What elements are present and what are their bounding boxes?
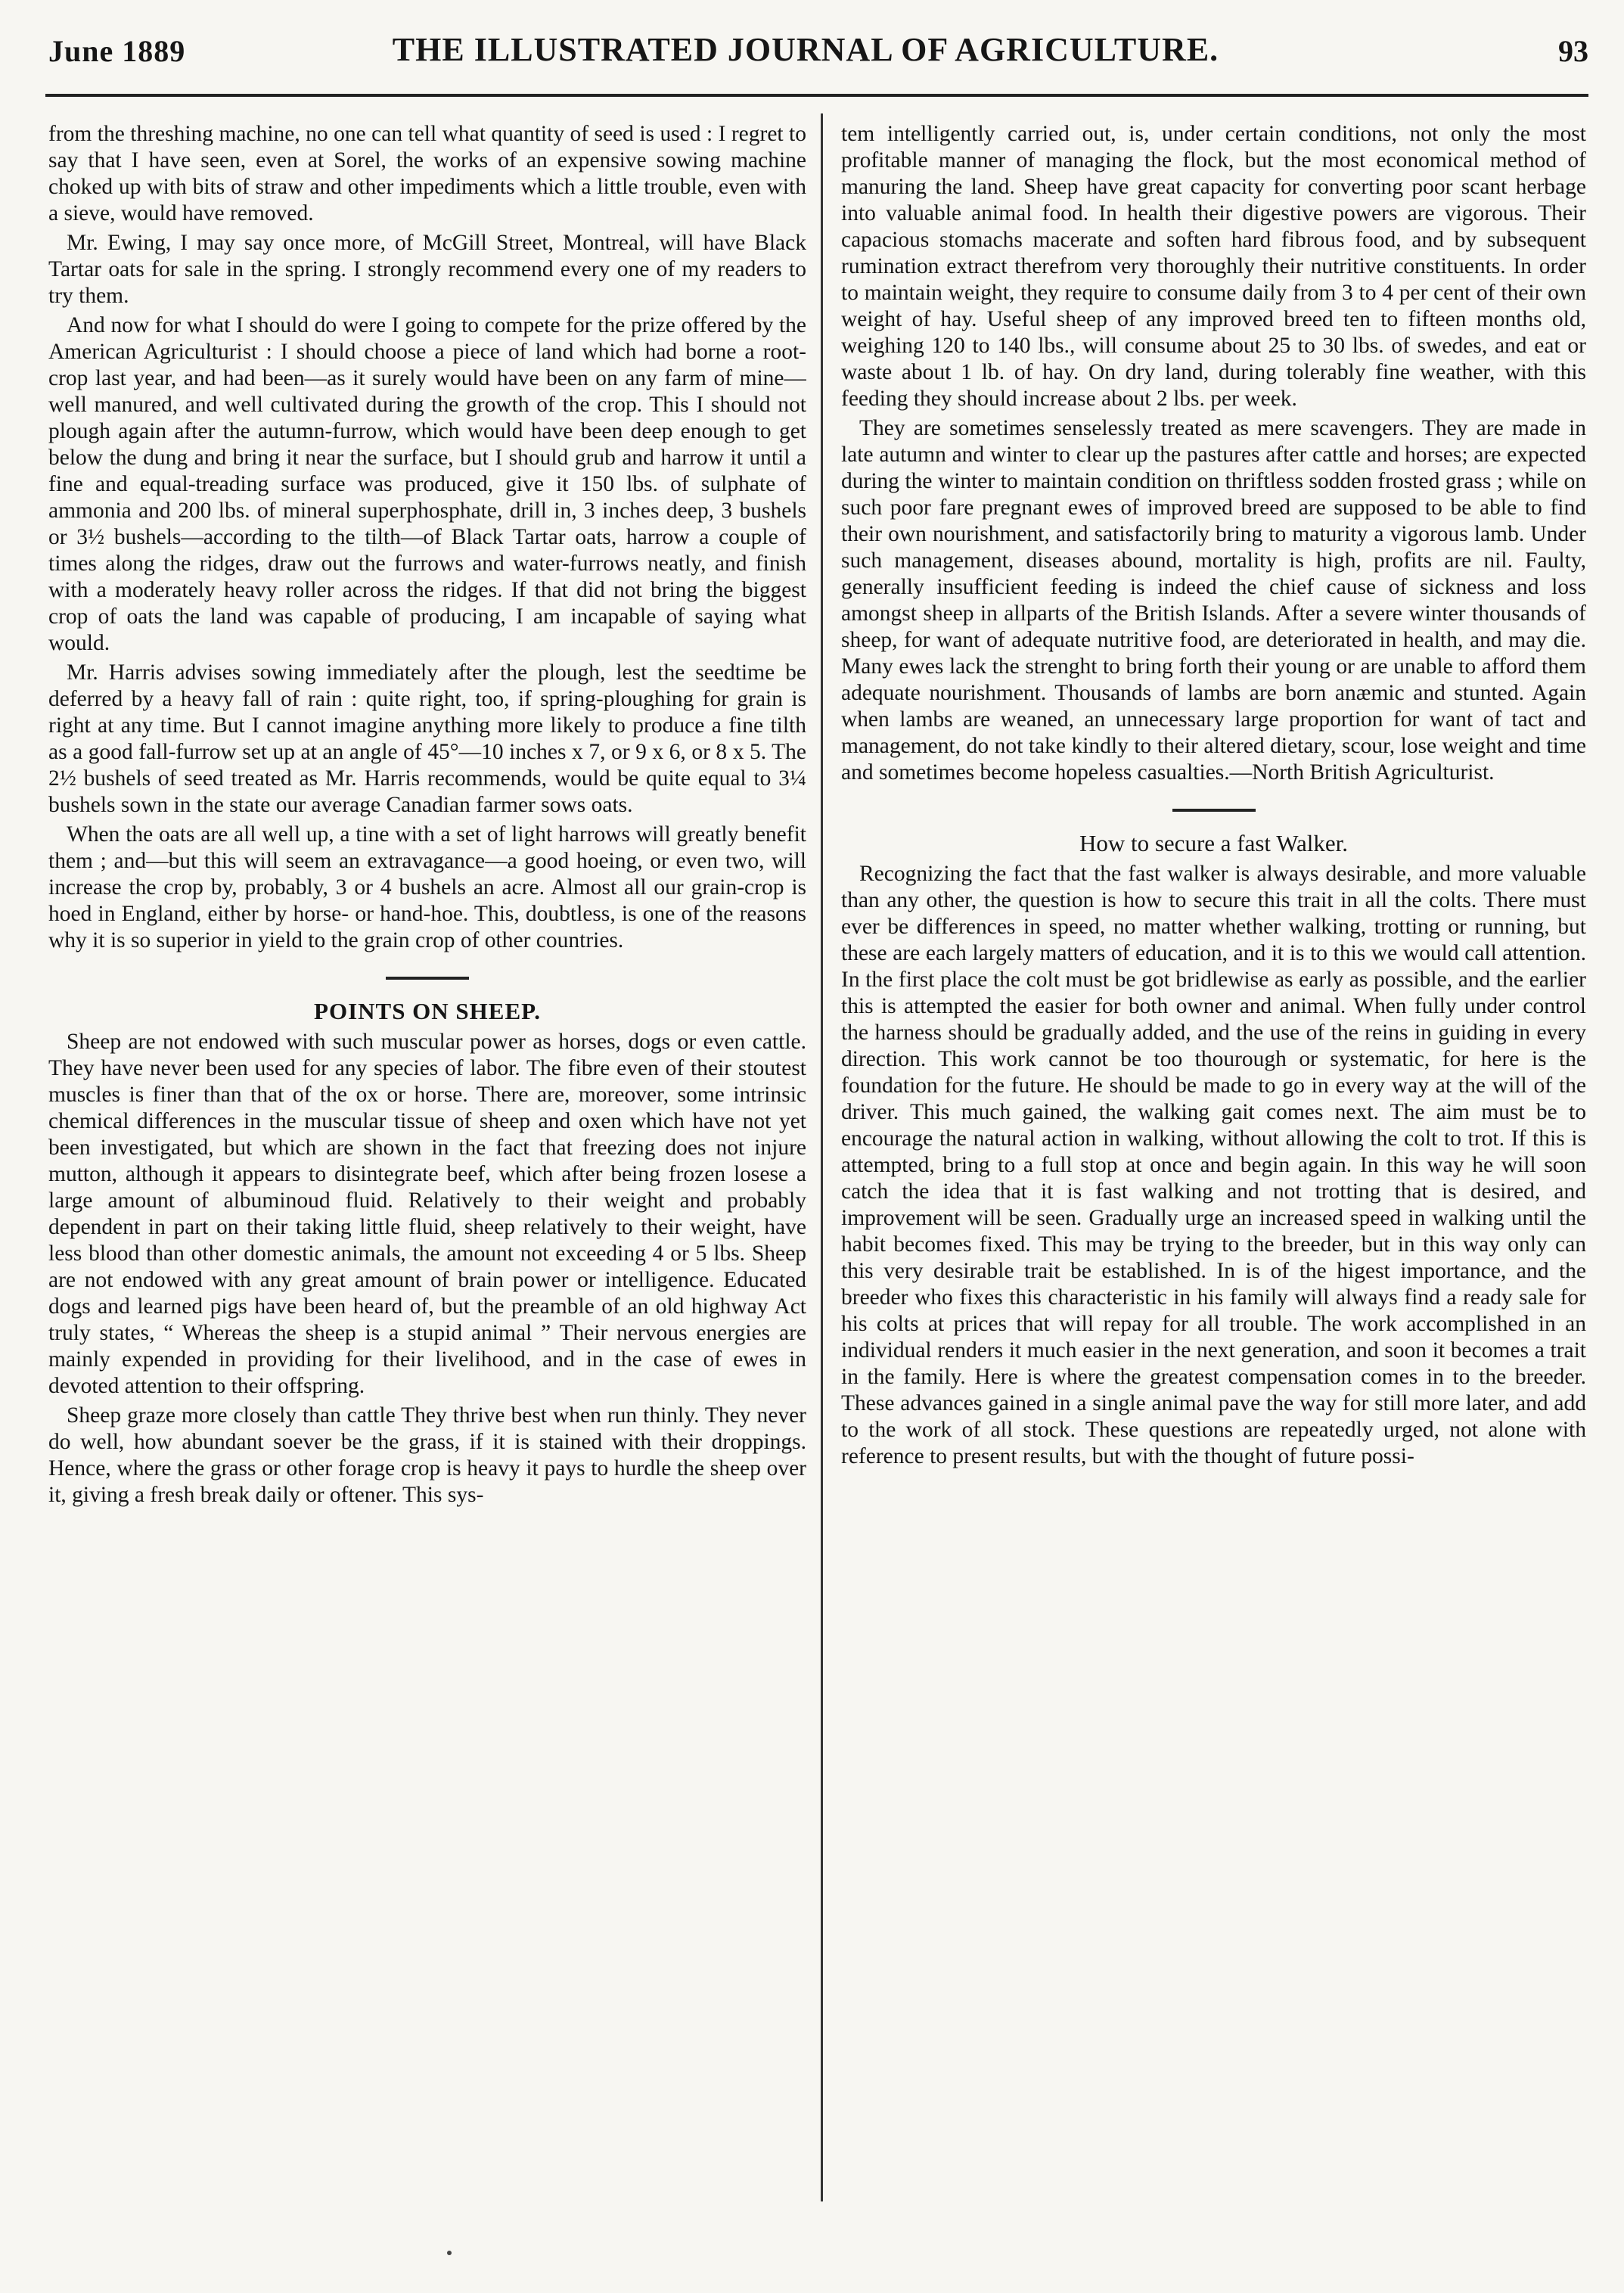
left-column [48,121,806,2194]
section-title-fast-walker: How to secure a fast Walker. [1079,830,1349,856]
paragraph: tem intelligently carried out, is, under certain conditions, not only the most profitable manner of managing the flock, but the most economical method of manuring the land. Sheep have great capacity for converting poor scant herbage into valuable animal food. In health their digestive powers are vigorous. Their capacious stomachs macerate and soften hard fibrous food, and by subsequent rumination extract therefrom very thoroughly their nutritive constituents. In order to maintain weight, they require to consume daily from 3 to 4 per cent of their own weight of hay. Useful sheep of any improved breed ten to fifteen months old, weighing 120 to 140 lbs., will consume about 25 to 30 lbs. of swedes, and eat or waste about 1 lb. of hay. On dry land, during tolerably fine weather, with this feeding they should increase about 2 lbs. per week. [841,122,1586,411]
page-header [23,26,1588,71]
header-rule [45,94,1588,97]
paragraph: Recognizing the fact that the fast walker is always desirable, and more valuable than any other, the question is how to secure this trait in all the colts. There must ever be differences in speed, no matter whether walking, trotting or running, but these are each largely matters of education, and it is to this we would call attention. In the first place the colt must be got bridlewise as early as possible, and the earlier this is attempted the easier for both owner and animal. When fully under control the harness should be gradually added, and the use of the reins in guiding in every direction. This work cannot be too thourough or systematic, for here is the foundation for the future. He should be made to go in every way at the will of the driver. This much gained, the walking gait comes next. The aim must be to encourage the natural action in walking, without allowing the colt to trot. If this is attempted, bring to a full stop at once and begin again. In this way he will soon catch the idea that it is fast walking and not trotting that is desired, and improvement will be seen. Gradually urge an increased speed in walking until the habit becomes fixed. This may be trying to the breeder, but in this way only can this very desirable trait be established. In is of the higest importance, and the breeder who fixes this characteristic in his family will always find a ready sale for his colts at prices that will repay for all trouble. The work accomplished in an individual renders it much easier in the next generation, and soon it becomes a trait in the family. Here is where the greatest compensation comes in to the breeder. These advances gained in a single animal pave the way for still more later, and add to the work of all stock. These questions are repeatedly urged, not alone with reference to present results, but with the thought of future possi- [841,862,1586,1468]
paragraph: Mr. Harris advises sowing immediately after the plough, lest the seedtime be deferred by a heavy fall of rain : quite right, too, if spring-ploughing for grain is right at any time. But I cannot imagine anything more likely to produce a fine tilth as a good fall-furrow set up at an angle of 45°—10 inches x 7, or 9 x 6, or 8 x 5. The 2½ bushels of seed treated as Mr. Harris recommends, would be quite equal to 3¼ bushels sown in the state our average Canadian farmer sows oats. [48,660,806,817]
paragraph: And now for what I should do were I going to compete for the prize offered by the American Agriculturist : I should choose a piece of land which had borne a root-crop last year, and had been—as it surely would have been on any farm of mine—well manured, and well cultivated during the growth of the crop. This I should not plough again after the autumn-furrow, which would have been deep enough to get below the dung and bring it near the surface, but I should grub and harrow it until a fine and equal-treading surface was produced, give it 150 lbs. of sulphate of ammonia and 200 lbs. of mineral superphosphate, drill in, 3 inches deep, 3 bushels or 3½ bushels—according to the tilth—of Black Tartar oats, harrow a couple of times along the ridges, draw out the furrows and water-furrows neatly, and finish with a moderately heavy roller across the ridges. If that did not bring the biggest crop of oats the land was capable of producing, I am incapable of saying what would. [48,313,806,655]
paragraph: from the threshing machine, no one can tell what quantity of seed is used : I regret to say that I have seen, even at Sorel, the works of an expensive sowing machine choked up with bits of straw and other impediments which a little trouble, even with a sieve, would have removed. [48,122,806,225]
section-divider [1172,809,1256,812]
paragraph: Sheep graze more closely than cattle They thrive best when run thinly. They never do well, how abundant soever be the grass, if it is stained with their droppings. Hence, where the grass or other forage crop is heavy it pays to hurdle the sheep over it, giving a fresh break daily or oftener. This sys- [48,1403,806,1507]
journal-title: THE ILLUSTRATED JOURNAL OF AGRICULTURE. [392,31,1219,68]
ink-speck [447,2251,452,2255]
section-divider [386,977,469,980]
paragraph: When the oats are all well up, a tine with a set of light harrows will greatly benefit them ; and—but this will seem an extravagance—a good hoeing, or even two, will increase the crop by, probably, 3 or 4 bushels an acre. Almost all our grain-crop is hoed in England, either by horse- or hand-hoe. This, doubtless, is one of the reasons why it is so superior in yield to the grain crop of other countries. [48,822,806,952]
issue-date: June 1889 [48,34,186,68]
page-number: 93 [1558,34,1588,68]
paragraph: Sheep are not endowed with such muscular power as horses, dogs or even cattle. They have never been used for any species of labor. The fibre even of their stoutest muscles is finer than that of the ox or horse. There are, moreover, some intrinsic chemical differences in the muscular tissue of sheep and oxen which have not yet been investigated, but which are shown in the fact that freezing does not injure mutton, although it appears to disintegrate beef, which after being frozen losese a large amount of albuminoud fluid. Relatively to their weight and probably dependent in part on their taking little fluid, sheep relatively to their weight, have less blood than other domestic animals, the amount not exceeding 4 or 5 lbs. Sheep are not endowed with any great amount of brain power or intelligence. Educated dogs and learned pigs have been heard of, but the preamble of an old highway Act truly states, “ Whereas the sheep is a stupid animal ” Their nervous energies are mainly expended in providing for their livelihood, and in the case of ewes in devoted attention to their offspring. [48,1030,806,1398]
paragraph: Mr. Ewing, I may say once more, of McGill Street, Montreal, will have Black Tartar oats for sale in the spring. I strongly recommend every one of my readers to try them. [48,231,806,308]
column-divider [821,113,823,2201]
section-title-points-on-sheep: POINTS ON SHEEP. [314,998,541,1024]
paragraph: They are sometimes senselessly treated as mere scavengers. They are made in late autumn and winter to clear up the pastures after cattle and horses; are expected during the winter to maintain condition on thriftless sodden frosted grass ; while on such poor fare pregnant ewes of improved breed are supposed to be able to find their own nourishment, and satisfactorily bring to maturity a vigorous lamb. Under such management, diseases abound, mortality is high, profits are nil. Faulty, generally insufficient feeding is indeed the chief cause of sickness and loss amongst sheep in allparts of the British Islands. After a severe winter thousands of sheep, for want of adequate nutritive food, are deteriorated in health, and may die. Many ewes lack the strenght to bring forth their young or are unable to afford them adequate nourishment. Thousands of lambs are born anæmic and stunted. Again when lambs are weaned, an unnecessary large proportion for want of tact and management, do not take kindly to their altered dietary, scour, lose weight and time and sometimes become hopeless casualties.—North British Agriculturist. [841,416,1586,785]
right-column [841,121,1586,2194]
